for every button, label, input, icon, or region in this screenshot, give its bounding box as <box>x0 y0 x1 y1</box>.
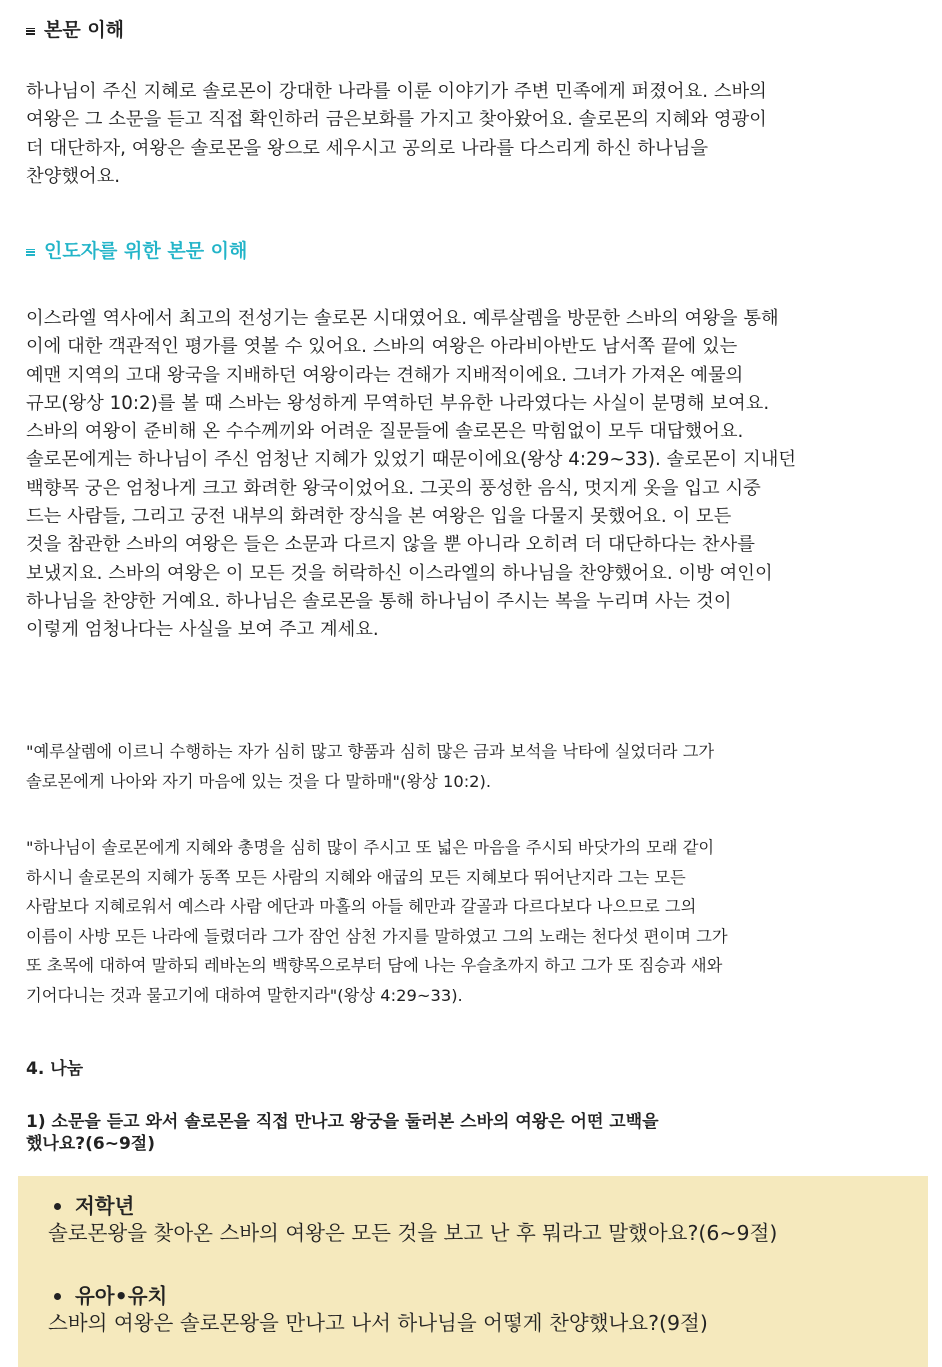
section-heading-label: 인도자를 위한 본문 이해 <box>44 240 248 262</box>
section-heading-leader-understanding <box>26 239 247 263</box>
paragraph-line: 스바의 여왕이 준비해 온 수수께끼와 어려운 질문들에 솔로몬은 막힘없이 모두 대답했어요. <box>26 421 744 443</box>
paragraph-line: 찬양했어요. <box>26 165 121 187</box>
scripture-quote-1 <box>26 737 926 796</box>
paragraph-line: 예맨 지역의 고대 왕국을 지배하던 여왕이라는 견해가 지배적이에요. 그녀가 가져온 예물의 <box>26 364 744 386</box>
quote-line: 또 초목에 대하여 말하되 레바논의 백향목으로부터 담에 나는 우슬초까지 하고 그가 또 짐승과 새와 <box>26 956 723 976</box>
paragraph-line: 더 대단하자, 여왕은 솔로몬을 왕으로 세우시고 공의로 나라를 다스리게 하신 하나님을 <box>26 137 709 159</box>
paragraph-line: 하나님을 찬양한 거예요. 하나님은 솔로몬을 통해 하나님이 주시는 복을 누리며 사는 것이 <box>26 590 732 612</box>
scripture-quote-2 <box>26 833 926 1011</box>
section-heading-label: 본문 이해 <box>44 19 125 41</box>
paragraph-line: 솔로몬에게는 하나님이 주신 엄청난 지혜가 있었기 때문이에요(왕상 4:29~33). 솔로몬이 지내던 <box>26 449 797 471</box>
age-group-label <box>48 1193 777 1219</box>
paragraph-line: 이에 대한 객관적인 평가를 엿볼 수 있어요. 스바의 여왕은 아라비아반도 남서쪽 끝에 있는 <box>26 336 738 358</box>
sharing-question <box>26 1111 906 1155</box>
age-group-lower-grade <box>48 1193 777 1247</box>
question-line: 1) 소문을 듣고 와서 솔로몬을 직접 만나고 왕궁을 둘러본 스바의 여왕은 어떤 고백을 <box>26 1112 659 1132</box>
list-icon <box>26 249 35 256</box>
sharing-heading: 4. 나눔 <box>26 1059 84 1079</box>
paragraph-line: 규모(왕상 10:2)를 볼 때 스바는 왕성하게 무역하던 부유한 나라였다는 사실이 분명해 보여요. <box>26 392 770 414</box>
quote-line: "하나님이 솔로몬에게 지혜와 총명을 심히 많이 주시고 또 넓은 마음을 주시되 바닷가의 모래 같이 <box>26 838 715 857</box>
bullet-icon <box>54 1203 61 1210</box>
paragraph-line: 것을 참관한 스바의 여왕은 들은 소문과 다르지 않을 뿐 아니라 오히려 더 대단하다는 찬사를 <box>26 534 755 556</box>
paragraph-line: 드는 사람들, 그리고 궁전 내부의 화려한 장식을 본 여왕은 입을 다물지 못했어요. 이 모든 <box>26 506 732 528</box>
quote-line: 솔로몬에게 나아와 자기 마음에 있는 것을 다 말하매"(왕상 10:2). <box>26 771 492 791</box>
list-icon <box>26 28 35 35</box>
quote-line: 이름이 사방 모든 나라에 들렸더라 그가 잠언 삼천 가지를 말하였고 그의 노래는 천다섯 편이며 그가 <box>26 926 728 946</box>
paragraph-line: 이렇게 엄청나다는 사실을 보여 주고 계세요. <box>26 619 379 641</box>
leader-understanding-paragraph <box>26 305 926 645</box>
age-group-preschool <box>48 1283 708 1337</box>
age-group-label <box>48 1283 708 1309</box>
age-group-question: 스바의 여왕은 솔로몬왕을 만나고 나서 하나님을 어떻게 찬양했나요?(9절) <box>48 1311 708 1335</box>
age-group-question: 솔로몬왕을 찾아온 스바의 여왕은 모든 것을 보고 난 후 뭐라고 말했아요?(6~9절) <box>48 1221 778 1245</box>
paragraph-line: 이스라엘 역사에서 최고의 전성기는 솔로몬 시대였어요. 예루살렘을 방문한 스바의 여왕을 통해 <box>26 308 779 329</box>
question-line: 했나요?(6~9절) <box>26 1134 155 1154</box>
section-heading-text-understanding <box>26 18 124 42</box>
paragraph-line: 보냈지요. 스바의 여왕은 이 모든 것을 허락하신 이스라엘의 하나님을 찬양했어요. 이방 여인이 <box>26 562 773 584</box>
paragraph-line: 하나님이 주신 지혜로 솔로몬이 강대한 나라를 이룬 이야기가 주변 민족에게 퍼졌어요. 스바의 <box>26 81 767 102</box>
quote-line: 하시니 솔로몬의 지혜가 동쪽 모든 사람의 지혜와 애굽의 모든 지혜보다 뛰어난지라 그는 모든 <box>26 867 686 887</box>
bullet-icon <box>54 1293 61 1300</box>
paragraph-line: 백향목 궁은 엄청나게 크고 화려한 왕국이었어요. 그곳의 풍성한 음식, 멋지게 옷을 입고 시중 <box>26 477 761 499</box>
quote-line: 사람보다 지혜로워서 예스라 사람 에단과 마홀의 아들 헤만과 갈골과 다르다보다 나으므로 그의 <box>26 897 697 917</box>
quote-line: "예루살렘에 이르니 수행하는 자가 심히 많고 향품과 심히 많은 금과 보석을 낙타에 실었더라 그가 <box>26 742 715 761</box>
age-group-label-text: 저학년 <box>75 1194 135 1218</box>
paragraph-line: 여왕은 그 소문을 듣고 직접 확인하러 금은보화를 가지고 찾아왔어요. 솔로몬의 지혜와 영광이 <box>26 109 767 131</box>
text-understanding-paragraph <box>26 78 926 191</box>
age-group-label-text: 유아•유치 <box>75 1284 168 1308</box>
quote-line: 기어다니는 것과 물고기에 대하여 말한지라"(왕상 4:29~33). <box>26 985 463 1005</box>
age-group-question-box <box>18 1176 928 1367</box>
